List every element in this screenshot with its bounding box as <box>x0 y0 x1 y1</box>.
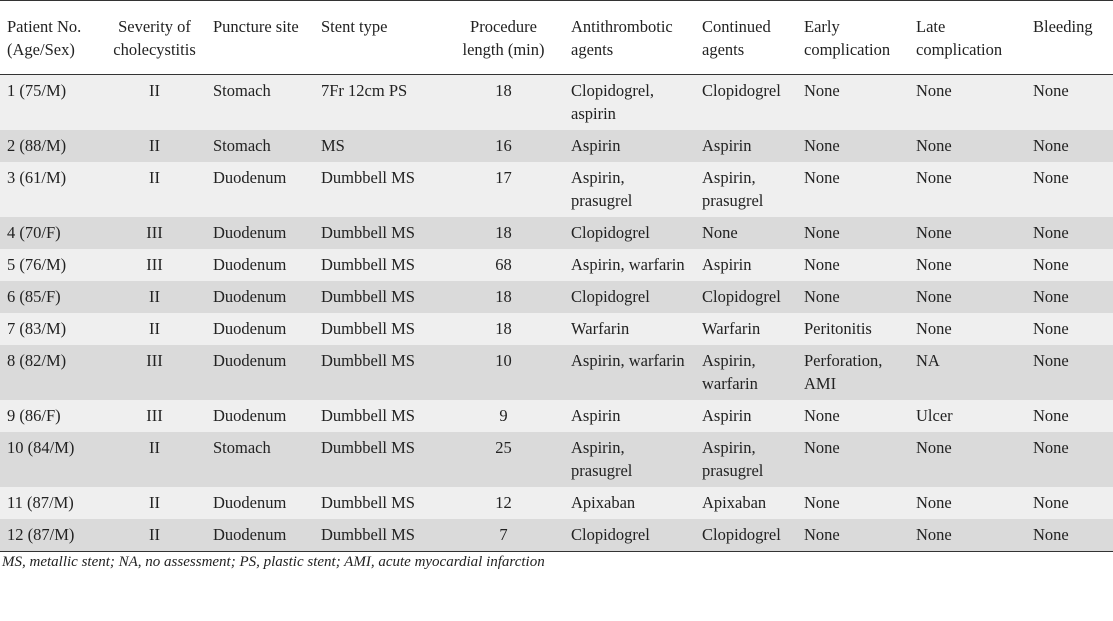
cell-severity: III <box>146 223 163 242</box>
cell-puncture-site: Stomach <box>213 438 271 457</box>
cell-stent-type: Dumbbell MS <box>321 438 415 457</box>
cell-antithrombotic-agents: Aspirin, warfarin <box>571 351 685 370</box>
table-row <box>0 75 1113 131</box>
cell-late-complication: Ulcer <box>916 406 953 425</box>
table-row <box>0 487 1113 519</box>
cell-antithrombotic-agents: Aspirin, prasugrel <box>571 438 633 480</box>
table-row <box>0 519 1113 552</box>
cell-severity: II <box>149 168 160 187</box>
cell-early-complication: None <box>804 223 840 242</box>
cell-procedure-length: 10 <box>495 351 512 370</box>
cell-early-complication: None <box>804 438 840 457</box>
cell-patient-no: 7 (83/M) <box>7 319 67 338</box>
header-severity: Severity of cholecystitis <box>102 1 206 75</box>
cell-stent-type: Dumbbell MS <box>321 287 415 306</box>
cell-puncture-site: Stomach <box>213 81 271 100</box>
table-header <box>0 1 1113 75</box>
cell-procedure-length: 25 <box>495 438 512 457</box>
cell-late-complication: NA <box>916 351 940 370</box>
cell-late-complication: None <box>909 519 1026 552</box>
cell-bleeding: None <box>1033 168 1069 187</box>
cell-procedure-length: 18 <box>495 319 512 338</box>
cell-continued-agents: Aspirin <box>702 255 752 274</box>
table-body <box>0 75 1113 552</box>
cell-late-complication: None <box>916 438 952 457</box>
cell-stent-type: Dumbbell MS <box>321 351 415 370</box>
cell-bleeding: None <box>1033 438 1069 457</box>
cell-puncture-site: Duodenum <box>213 168 287 187</box>
cell-early-complication: Perforation, AMI <box>804 351 883 393</box>
cell-severity: III <box>146 255 163 274</box>
cell-patient-no: 8 (82/M) <box>7 351 67 370</box>
cell-late-complication: None <box>916 287 952 306</box>
header-patient-no: Patient No. (Age/Sex) <box>0 1 102 75</box>
cell-antithrombotic-agents: Warfarin <box>571 319 630 338</box>
cell-antithrombotic-agents: Clopidogrel, aspirin <box>571 81 654 123</box>
cell-early-complication: Peritonitis <box>804 319 872 338</box>
cell-patient-no: 9 (86/F) <box>7 406 61 425</box>
cell-severity: II <box>149 136 160 155</box>
cell-bleeding: None <box>1033 493 1069 512</box>
cell-antithrombotic-agents: Clopidogrel <box>564 519 695 552</box>
cell-stent-type: Dumbbell MS <box>321 255 415 274</box>
cell-antithrombotic-agents: Aspirin <box>571 136 621 155</box>
table-row <box>0 313 1113 345</box>
cell-severity: II <box>102 519 206 552</box>
cell-puncture-site: Duodenum <box>213 493 287 512</box>
header-procedure-length: Procedure length (min) <box>442 1 564 75</box>
cell-early-complication: None <box>804 493 840 512</box>
cell-severity: II <box>149 319 160 338</box>
cell-continued-agents: Aspirin <box>702 136 752 155</box>
cell-early-complication: None <box>804 255 840 274</box>
cell-late-complication: None <box>916 493 952 512</box>
cell-bleeding: None <box>1033 255 1069 274</box>
cell-patient-no: 12 (87/M) <box>0 519 102 552</box>
cell-early-complication: None <box>804 287 840 306</box>
cell-bleeding: None <box>1033 319 1069 338</box>
cell-late-complication: None <box>916 136 952 155</box>
cell-puncture-site: Duodenum <box>213 223 287 242</box>
cell-stent-type: MS <box>321 136 345 155</box>
header-late-complication: Late complication <box>909 1 1026 75</box>
cell-stent-type: Dumbbell MS <box>321 168 415 187</box>
cell-procedure-length: 9 <box>499 406 508 425</box>
cell-early-complication: None <box>797 519 909 552</box>
table-row <box>0 345 1113 400</box>
cell-continued-agents: Aspirin, prasugrel <box>702 438 764 480</box>
header-row <box>0 1 1113 75</box>
cell-puncture-site: Duodenum <box>213 406 287 425</box>
cell-bleeding: None <box>1033 136 1069 155</box>
cell-puncture-site: Duodenum <box>206 519 314 552</box>
cell-late-complication: None <box>916 168 952 187</box>
cell-late-complication: None <box>916 81 952 100</box>
table-row <box>0 130 1113 162</box>
cell-procedure-length: 7 <box>442 519 564 552</box>
cell-stent-type: Dumbbell MS <box>314 519 442 552</box>
cell-severity: III <box>146 351 163 370</box>
cell-procedure-length: 12 <box>495 493 512 512</box>
cell-patient-no: 6 (85/F) <box>7 287 61 306</box>
header-continued-agents: Continued agents <box>695 1 797 75</box>
cell-early-complication: None <box>804 168 840 187</box>
cell-severity: III <box>146 406 163 425</box>
cell-patient-no: 3 (61/M) <box>7 168 67 187</box>
cell-stent-type: Dumbbell MS <box>321 406 415 425</box>
cell-antithrombotic-agents: Clopidogrel <box>571 223 650 242</box>
cell-procedure-length: 18 <box>495 81 512 100</box>
cell-patient-no: 11 (87/M) <box>7 493 74 512</box>
cell-procedure-length: 18 <box>495 223 512 242</box>
cell-bleeding: None <box>1033 81 1069 100</box>
cell-continued-agents: Clopidogrel <box>695 519 797 552</box>
cell-patient-no: 2 (88/M) <box>7 136 67 155</box>
cell-continued-agents: Apixaban <box>702 493 767 512</box>
cell-patient-no: 10 (84/M) <box>7 438 75 457</box>
cell-continued-agents: Aspirin, prasugrel <box>702 168 764 210</box>
cell-bleeding: None <box>1033 223 1069 242</box>
cell-bleeding: None <box>1033 351 1069 370</box>
cell-patient-no: 1 (75/M) <box>7 81 67 100</box>
table-row <box>0 217 1113 249</box>
table-row <box>0 162 1113 217</box>
table-row <box>0 400 1113 432</box>
table-row <box>0 281 1113 313</box>
table-row <box>0 249 1113 281</box>
cell-antithrombotic-agents: Clopidogrel <box>571 287 650 306</box>
cell-continued-agents: Warfarin <box>702 319 761 338</box>
cell-continued-agents: Clopidogrel <box>702 287 781 306</box>
cell-late-complication: None <box>916 223 952 242</box>
header-early-complication: Early complication <box>797 1 909 75</box>
cell-procedure-length: 16 <box>495 136 512 155</box>
table-row <box>0 432 1113 487</box>
cell-severity: II <box>149 81 160 100</box>
cell-patient-no: 4 (70/F) <box>7 223 61 242</box>
cell-patient-no: 5 (76/M) <box>7 255 67 274</box>
cell-continued-agents: Clopidogrel <box>702 81 781 100</box>
cell-continued-agents: Aspirin, warfarin <box>702 351 758 393</box>
cell-procedure-length: 68 <box>495 255 512 274</box>
cell-procedure-length: 17 <box>495 168 512 187</box>
cell-stent-type: Dumbbell MS <box>321 493 415 512</box>
cell-continued-agents: None <box>702 223 738 242</box>
cell-early-complication: None <box>804 406 840 425</box>
cell-early-complication: None <box>804 81 840 100</box>
cell-antithrombotic-agents: Apixaban <box>571 493 636 512</box>
cell-puncture-site: Duodenum <box>213 319 287 338</box>
cell-puncture-site: Duodenum <box>213 287 287 306</box>
cell-antithrombotic-agents: Aspirin, warfarin <box>571 255 685 274</box>
cell-bleeding: None <box>1033 406 1069 425</box>
header-bleeding: Bleeding <box>1026 1 1113 75</box>
cell-early-complication: None <box>804 136 840 155</box>
cell-puncture-site: Stomach <box>213 136 271 155</box>
cell-procedure-length: 18 <box>495 287 512 306</box>
cell-bleeding: None <box>1026 519 1113 552</box>
cell-puncture-site: Duodenum <box>213 351 287 370</box>
table-footnote: MS, metallic stent; NA, no assessment; PS, plastic stent; AMI, acute myocardial infarction <box>2 554 545 570</box>
cell-antithrombotic-agents: Aspirin <box>571 406 621 425</box>
cell-severity: II <box>149 493 160 512</box>
cell-bleeding: None <box>1033 287 1069 306</box>
header-stent-type: Stent type <box>314 1 442 75</box>
cell-stent-type: Dumbbell MS <box>321 223 415 242</box>
header-antithrombotic-agents: Antithrombotic agents <box>564 1 695 75</box>
cell-stent-type: 7Fr 12cm PS <box>321 81 408 100</box>
header-puncture-site: Puncture site <box>206 1 314 75</box>
cell-severity: II <box>149 438 160 457</box>
cell-late-complication: None <box>916 319 952 338</box>
cell-continued-agents: Aspirin <box>702 406 752 425</box>
cell-stent-type: Dumbbell MS <box>321 319 415 338</box>
cell-severity: II <box>149 287 160 306</box>
cell-late-complication: None <box>916 255 952 274</box>
cell-puncture-site: Duodenum <box>213 255 287 274</box>
cell-antithrombotic-agents: Aspirin, prasugrel <box>571 168 633 210</box>
